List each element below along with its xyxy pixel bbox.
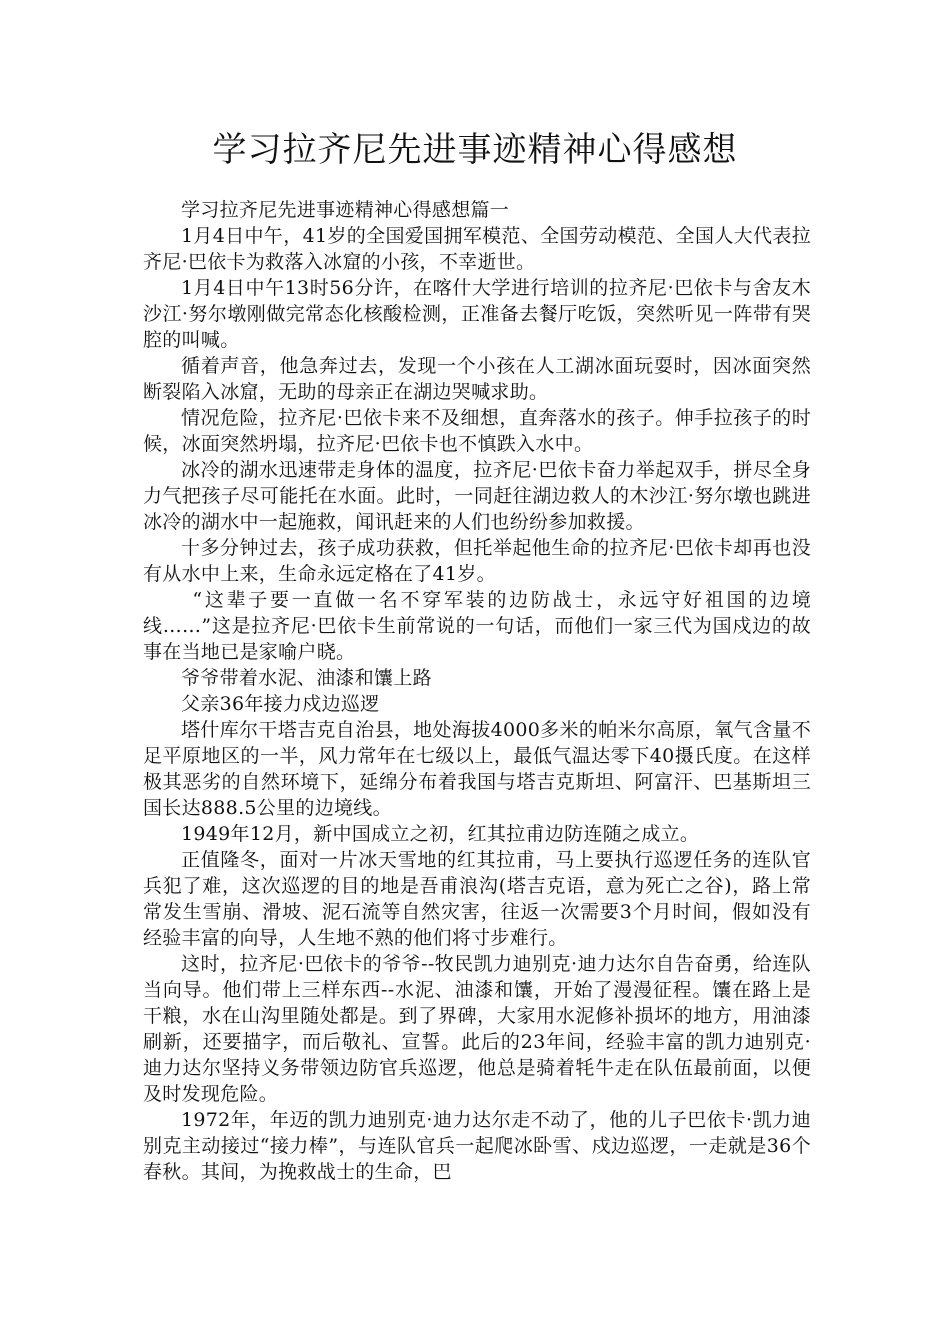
document-title: 学习拉齐尼先进事迹精神心得感想 <box>212 130 738 170</box>
paragraph: 这时，拉齐尼·巴依卡的爷爷--牧民凯力迪别克·迪力达尔自告奋勇，给连队当向导。他们带上三样东西--水泥、油漆和馕，开始了漫漫征程。馕在路上是干粮，水在山沟里随处都是。到了界碑，大家用水泥修补损坏的地方，用油漆刷新，还要描字，而后敬礼、宣誓。此后的23年间，经验丰富的凯力迪别克·迪力达尔坚持义务带领边防官兵巡逻，他总是骑着牦牛走在队伍最前面，以便及时发现危险。 <box>143 953 811 1105</box>
paragraph: 情况危险，拉齐尼·巴依卡来不及细想，直奔落水的孩子。伸手拉孩子的时候，冰面突然坍塌，拉齐尼·巴依卡也不慎跌入水中。 <box>143 407 811 455</box>
subheading: 父亲36年接力戍边巡逻 <box>181 693 380 715</box>
paragraph: 1949年12月，新中国成立之初，红其拉甫边防连随之成立。 <box>181 823 700 845</box>
subheading: 爷爷带着水泥、油漆和馕上路 <box>181 667 432 689</box>
paragraph: “这辈子要一直做一名不穿军装的边防战士，永远守好祖国的边境线……”这是拉齐尼·巴依卡生前常说的一句话，而他们一家三代为国戍边的故事在当地已是家喻户晓。 <box>143 589 811 663</box>
paragraph: 塔什库尔干塔吉克自治县，地处海拔4000多米的帕米尔高原，氧气含量不足平原地区的一半，风力常年在七级以上，最低气温达零下40摄氏度。在这样极其恶劣的自然环境下，延绵分布着我国与塔吉克斯坦、阿富汗、巴基斯坦三国长达888.5公里的边境线。 <box>143 719 811 819</box>
paragraph: 1月4日中午，41岁的全国爱国拥军模范、全国劳动模范、全国人大代表拉齐尼·巴依卡为救落入冰窟的小孩，不幸逝世。 <box>143 225 811 273</box>
paragraph: 冰冷的湖水迅速带走身体的温度，拉齐尼·巴依卡奋力举起双手，拼尽全身力气把孩子尽可能托在水面。此时，一同赶往湖边救人的木沙江·努尔墩也跳进冰冷的湖水中一起施救，闻讯赶来的人们也纷纷参加救援。 <box>143 459 811 533</box>
document-body <box>143 197 811 1185</box>
paragraph: 正值隆冬，面对一片冰天雪地的红其拉甫，马上要执行巡逻任务的连队官兵犯了难，这次巡逻的目的地是吾甫浪沟(塔吉克语，意为死亡之谷)，路上常常发生雪崩、滑坡、泥石流等自然灾害，往返一次需要3个月时间，假如没有经验丰富的向导，人生地不熟的他们将寸步难行。 <box>143 849 811 949</box>
paragraph: 1月4日中午13时56分许，在喀什大学进行培训的拉齐尼·巴依卡与舍友木沙江·努尔墩刚做完常态化核酸检测，正准备去餐厅吃饭，突然听见一阵带有哭腔的叫喊。 <box>143 277 811 351</box>
paragraph: 循着声音，他急奔过去，发现一个小孩在人工湖冰面玩耍时，因冰面突然断裂陷入冰窟，无助的母亲正在湖边哭喊求助。 <box>143 355 811 403</box>
section-heading: 学习拉齐尼先进事迹精神心得感想篇一 <box>181 199 510 221</box>
paragraph: 1972年，年迈的凯力迪别克·迪力达尔走不动了，他的儿子巴依卡·凯力迪别克主动接过“接力棒”，与连队官兵一起爬冰卧雪、戍边巡逻，一走就是36个春秋。其间，为挽救战士的生命，巴 <box>143 1109 811 1183</box>
paragraph: 十多分钟过去，孩子成功获救，但托举起他生命的拉齐尼·巴依卡却再也没有从水中上来，生命永远定格在了41岁。 <box>143 537 811 585</box>
